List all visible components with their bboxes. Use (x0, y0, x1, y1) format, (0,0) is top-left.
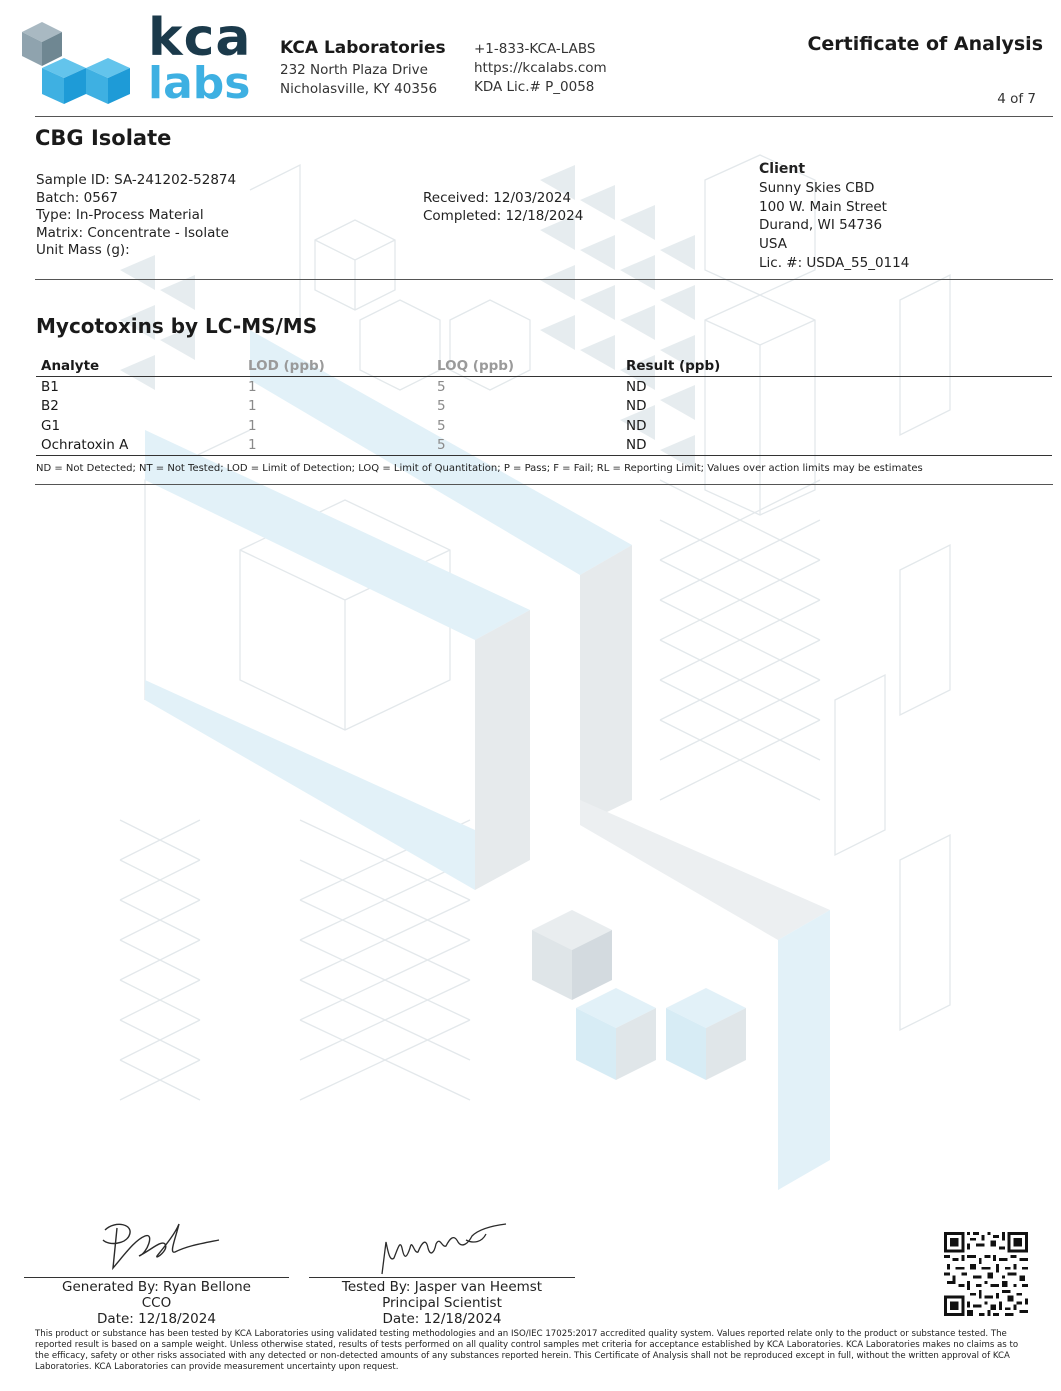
sample-unit-mass: Unit Mass (g): (36, 242, 130, 258)
loq-cell: 5 (437, 398, 446, 415)
sample-matrix: Matrix: Concentrate - Isolate (36, 224, 229, 241)
sample-type: Type: In-Process Material (36, 207, 204, 223)
sample-id: Sample ID: SA-241202-52874 (36, 172, 237, 188)
analyte-cell: G1 (41, 417, 61, 434)
result-cell: ND (621, 436, 1052, 456)
lab-name: KCA Laboratories (280, 38, 446, 58)
loq-cell: 5 (432, 436, 621, 456)
signature-generated-icon (95, 1210, 225, 1276)
column-header-loq: LOQ (ppb) (432, 352, 621, 377)
sample-dates (423, 190, 583, 225)
legend-divider (35, 484, 1053, 485)
result-cell: ND (626, 417, 647, 434)
table-row (36, 416, 1052, 436)
column-header-analyte: Analyte (36, 352, 243, 377)
lab-website-link[interactable]: https://kcalabs.com (474, 60, 607, 76)
generated-by-block (24, 1279, 289, 1327)
column-header-lod: LOD (ppb) (243, 352, 432, 377)
tested-by-date: Date: 12/18/2024 (382, 1311, 502, 1327)
tested-by-name: Tested By: Jasper van Heemst (341, 1279, 543, 1295)
page-number: 4 of 7 (997, 91, 1036, 107)
section-title-mycotoxins: Mycotoxins by LC-MS/MS (36, 314, 318, 338)
signature-line-tested (309, 1277, 575, 1278)
lab-license: KDA Lic.# P_0058 (474, 79, 595, 95)
loq-cell: 5 (437, 378, 446, 395)
result-cell: ND (626, 378, 647, 395)
lod-cell: 1 (248, 417, 257, 434)
lab-contact-block (474, 41, 607, 95)
lab-address-line2: Nicholasville, KY 40356 (280, 81, 438, 97)
document-title: Certificate of Analysis (807, 33, 1043, 55)
analyte-cell: B2 (41, 398, 59, 415)
column-header-result: Result (ppb) (621, 352, 1052, 377)
client-heading: Client (759, 161, 806, 177)
signature-line-generated (24, 1277, 289, 1278)
lod-cell: 1 (248, 378, 257, 395)
client-block (759, 160, 909, 273)
table-row (36, 397, 1052, 417)
table-header-row (36, 352, 1052, 377)
lod-cell: 1 (243, 436, 432, 456)
client-license: Lic. #: USDA_55_0114 (759, 254, 910, 271)
lab-address-block (280, 38, 446, 97)
generated-by-title: CCO (141, 1295, 172, 1311)
logo-line-labs: labs (148, 58, 251, 109)
analyte-cell: B1 (41, 378, 59, 395)
qr-code-icon[interactable] (944, 1232, 1028, 1316)
product-name: CBG Isolate (35, 126, 172, 150)
analyte-cell: Ochratoxin A (36, 436, 243, 456)
loq-cell: 5 (437, 417, 446, 434)
lab-phone: +1-833-KCA-LABS (474, 41, 596, 57)
generated-by-date: Date: 12/18/2024 (97, 1311, 216, 1327)
tested-by-block (309, 1279, 575, 1327)
client-street: 100 W. Main Street (759, 198, 887, 215)
completed-date: Completed: 12/18/2024 (423, 207, 584, 224)
lab-address-line1: 232 North Plaza Drive (280, 62, 428, 78)
abbreviation-legend: ND = Not Detected; NT = Not Tested; LOD = Limit of Detection; LOQ = Limit of Quantitation; P = Pass; F = Fail; RL = Reporting Limit; Values over action limits may be estimates (36, 463, 923, 474)
logo-wordmark (148, 8, 258, 109)
logo-line-kca: kca (148, 8, 252, 68)
sample-divider (35, 279, 1053, 280)
table-row (36, 436, 1052, 456)
logo-cubes-icon (20, 18, 132, 110)
result-cell: ND (626, 398, 647, 415)
generated-by-name: Generated By: Ryan Bellone (62, 1279, 251, 1295)
sample-details (36, 172, 236, 260)
signature-tested-icon (370, 1218, 510, 1280)
header-divider (35, 116, 1053, 117)
received-date: Received: 12/03/2024 (423, 190, 572, 206)
mycotoxins-table (36, 352, 1052, 456)
lod-cell: 1 (248, 398, 257, 415)
client-country: USA (759, 236, 787, 253)
client-name: Sunny Skies CBD (759, 179, 875, 196)
tested-by-title: Principal Scientist (382, 1295, 502, 1311)
client-city: Durand, WI 54736 (759, 217, 883, 234)
sample-batch: Batch: 0567 (36, 189, 119, 206)
table-row (36, 377, 1052, 397)
legal-disclaimer: This product or substance has been tested by KCA Laboratories using validated testing methodologies and an ISO/IEC 17025:2017 accredited quality system. Values reported relate only to the product or substance tested. The reported result is based on a sample weight. Unless otherwise stated, results of tests performed on all quality control samples met criteria for acceptance established by KCA Laboratories. KCA Laboratories makes no claims as to the efficacy, safety or other risks associated with any detected or non-detected amounts of any substances reported herein. This Certificate of Analysis shall not be reproduced except in full, without the written approval of KCA Laboratories. KCA Laboratories can provide measurement uncertainty upon request. (35, 1329, 1019, 1372)
